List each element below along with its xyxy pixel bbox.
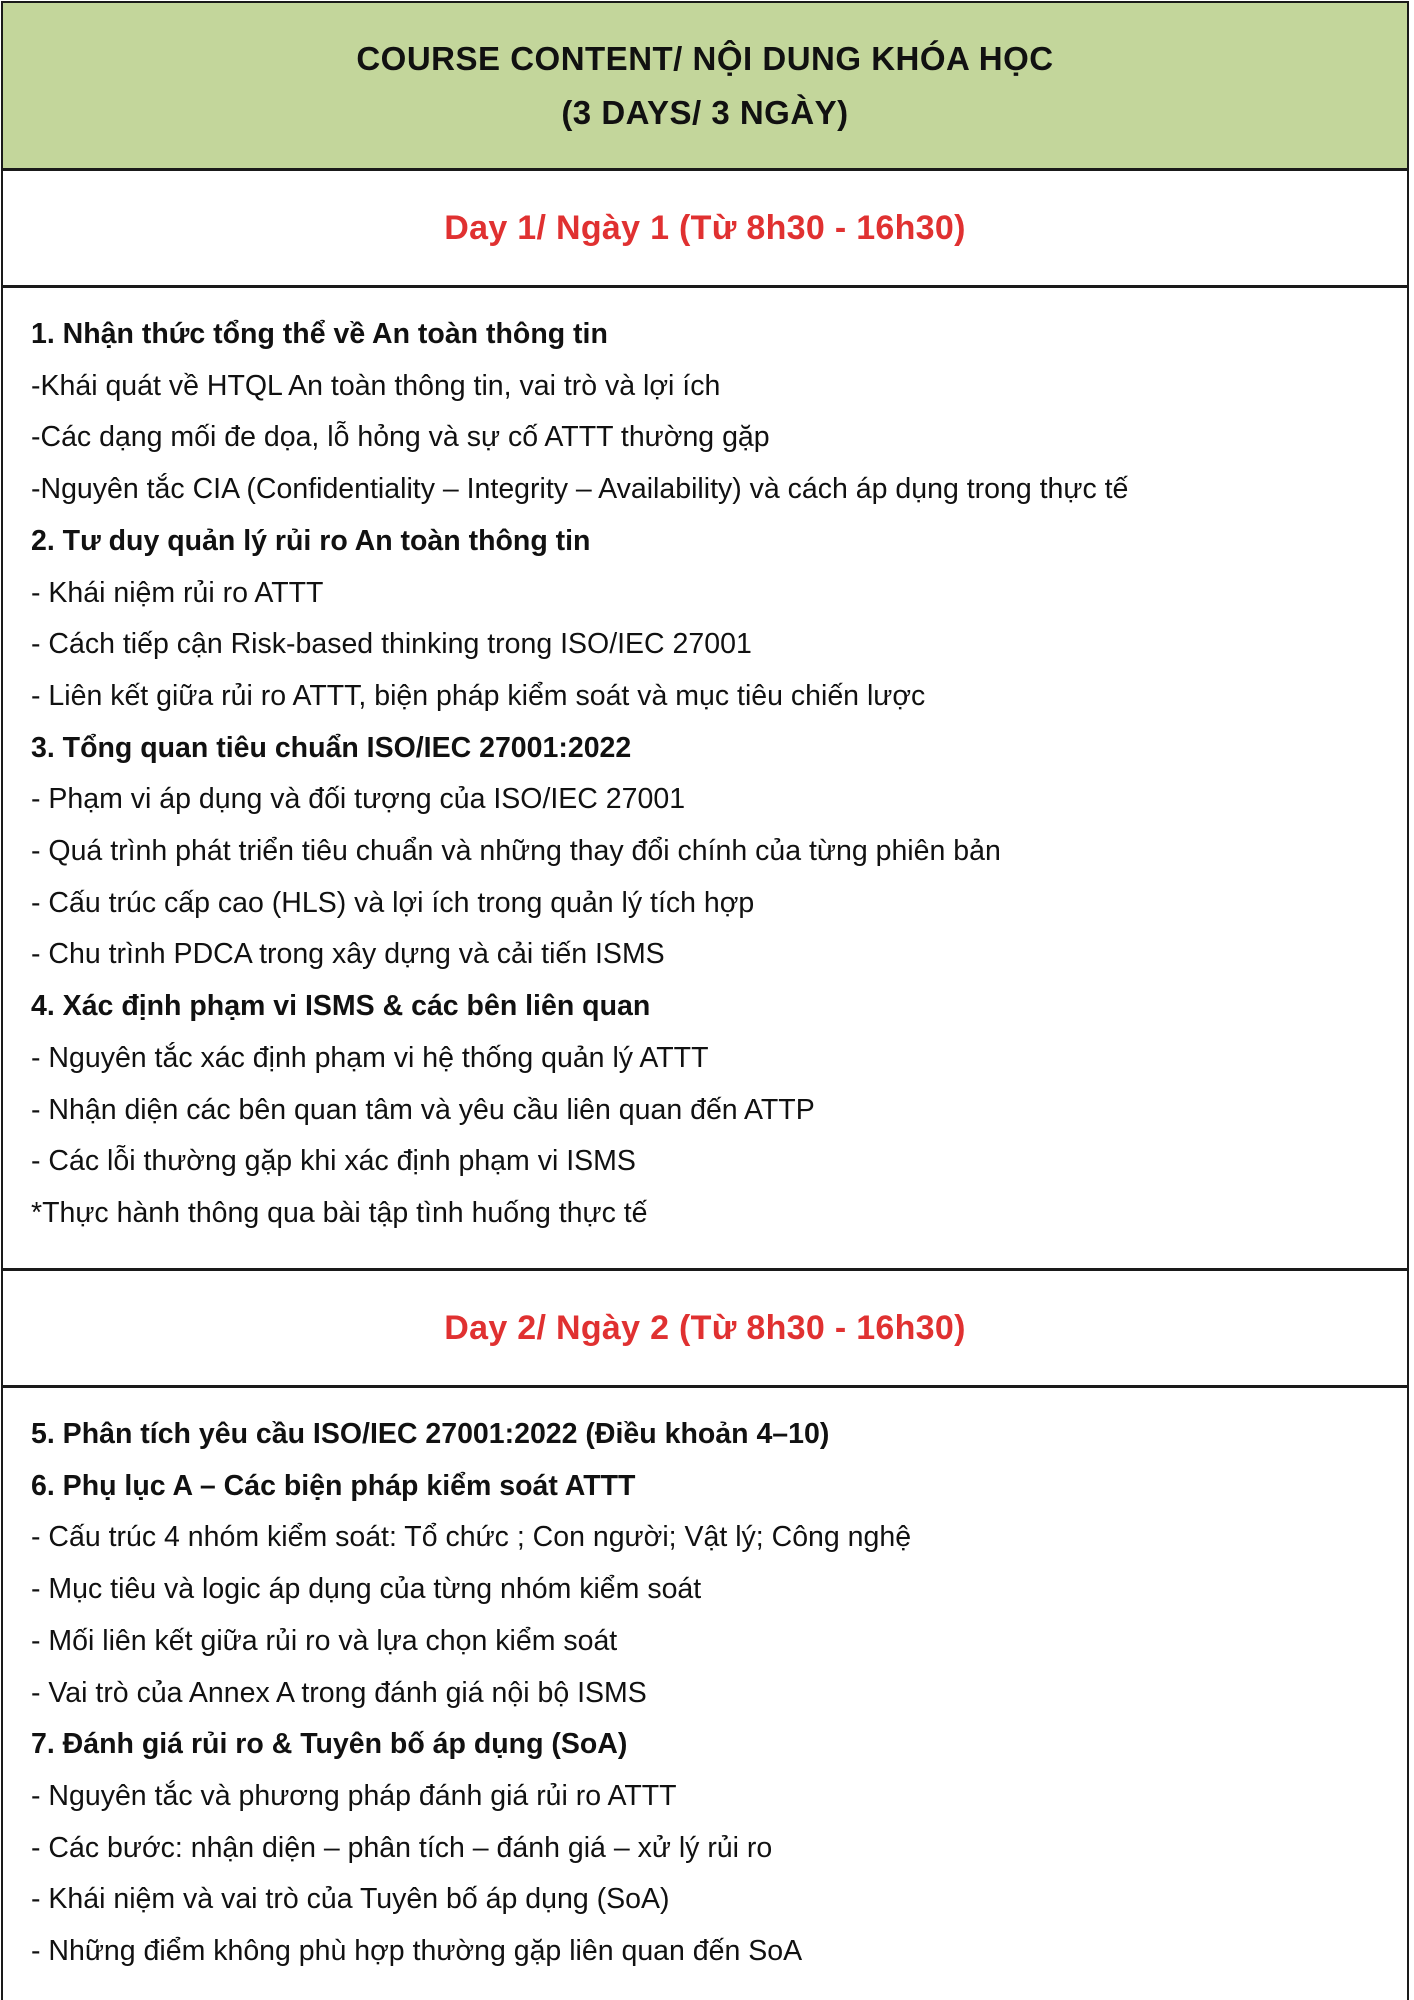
- content-line: - Nhận diện các bên quan tâm và yêu cầu liên quan đến ATTP: [31, 1093, 815, 1126]
- course-header: [3, 3, 1407, 171]
- section-heading-3: 3. Tổng quan tiêu chuẩn ISO/IEC 27001:2022: [31, 731, 632, 764]
- section-heading-2: 2. Tư duy quản lý rủi ro An toàn thông tin: [31, 524, 591, 557]
- content-line: - Mối liên kết giữa rủi ro và lựa chọn kiểm soát: [31, 1624, 618, 1657]
- day1-title: Day 1/ Ngày 1 (Từ 8h30 - 16h30): [444, 208, 966, 247]
- section-heading-7: 7. Đánh giá rủi ro & Tuyên bố áp dụng (SoA): [31, 1728, 628, 1761]
- content-line: - Nguyên tắc và phương pháp đánh giá rủi ro ATTT: [31, 1779, 677, 1812]
- day2-header: [3, 1271, 1407, 1388]
- course-content-document: [1, 1, 1409, 2000]
- content-line: - Những điểm không phù hợp thường gặp liên quan đến SoA: [31, 1935, 803, 1968]
- content-line: - Khái niệm rủi ro ATTT: [31, 576, 324, 609]
- content-line: - Các lỗi thường gặp khi xác định phạm vi ISMS: [31, 1145, 636, 1178]
- day1-content: [3, 288, 1407, 1271]
- content-line: - Cách tiếp cận Risk-based thinking trong ISO/IEC 27001: [31, 628, 752, 661]
- section-heading-5: 5. Phân tích yêu cầu ISO/IEC 27001:2022 (Điều khoản 4–10): [31, 1418, 830, 1450]
- course-duration: (3 DAYS/ 3 NGÀY): [561, 93, 849, 131]
- content-line: - Liên kết giữa rủi ro ATTT, biện pháp kiểm soát và mục tiêu chiến lược: [31, 679, 926, 712]
- content-line: -Khái quát về HTQL An toàn thông tin, vai trò và lợi ích: [31, 369, 721, 402]
- content-line: - Cấu trúc 4 nhóm kiểm soát: Tổ chức ; Con người; Vật lý; Công nghệ: [31, 1521, 912, 1554]
- content-line: -Nguyên tắc CIA (Confidentiality – Integrity – Availability) và cách áp dụng trong thực tế: [31, 473, 1129, 506]
- content-line: - Chu trình PDCA trong xây dựng và cải tiến ISMS: [31, 938, 665, 971]
- section-heading-1: 1. Nhận thức tổng thể về An toàn thông tin: [31, 318, 608, 350]
- content-line: - Mục tiêu và logic áp dụng của từng nhóm kiểm soát: [31, 1573, 702, 1606]
- content-line: - Cấu trúc cấp cao (HLS) và lợi ích trong quản lý tích hợp: [31, 886, 755, 919]
- content-line: - Nguyên tắc xác định phạm vi hệ thống quản lý ATTT: [31, 1041, 709, 1074]
- content-line: - Khái niệm và vai trò của Tuyên bố áp dụng (SoA): [31, 1883, 670, 1916]
- day1-header: [3, 171, 1407, 288]
- content-line: - Phạm vi áp dụng và đối tượng của ISO/IEC 27001: [31, 783, 686, 816]
- section-heading-4: 4. Xác định phạm vi ISMS & các bên liên quan: [31, 990, 651, 1023]
- course-title: COURSE CONTENT/ NỘI DUNG KHÓA HỌC: [356, 39, 1054, 77]
- content-line: - Vai trò của Annex A trong đánh giá nội bộ ISMS: [31, 1676, 647, 1709]
- content-line: - Quá trình phát triển tiêu chuẩn và những thay đổi chính của từng phiên bản: [31, 835, 1001, 868]
- day2-content: [3, 1388, 1407, 1978]
- practice-note: *Thực hành thông qua bài tập tình huống thực tế: [31, 1196, 648, 1229]
- section-heading-6: 6. Phụ lục A – Các biện pháp kiểm soát ATTT: [31, 1469, 636, 1502]
- content-line: -Các dạng mối đe dọa, lỗ hỏng và sự cố ATTT thường gặp: [31, 421, 770, 454]
- day2-title: Day 2/ Ngày 2 (Từ 8h30 - 16h30): [444, 1308, 966, 1347]
- content-line: - Các bước: nhận diện – phân tích – đánh giá – xử lý rủi ro: [31, 1831, 773, 1864]
